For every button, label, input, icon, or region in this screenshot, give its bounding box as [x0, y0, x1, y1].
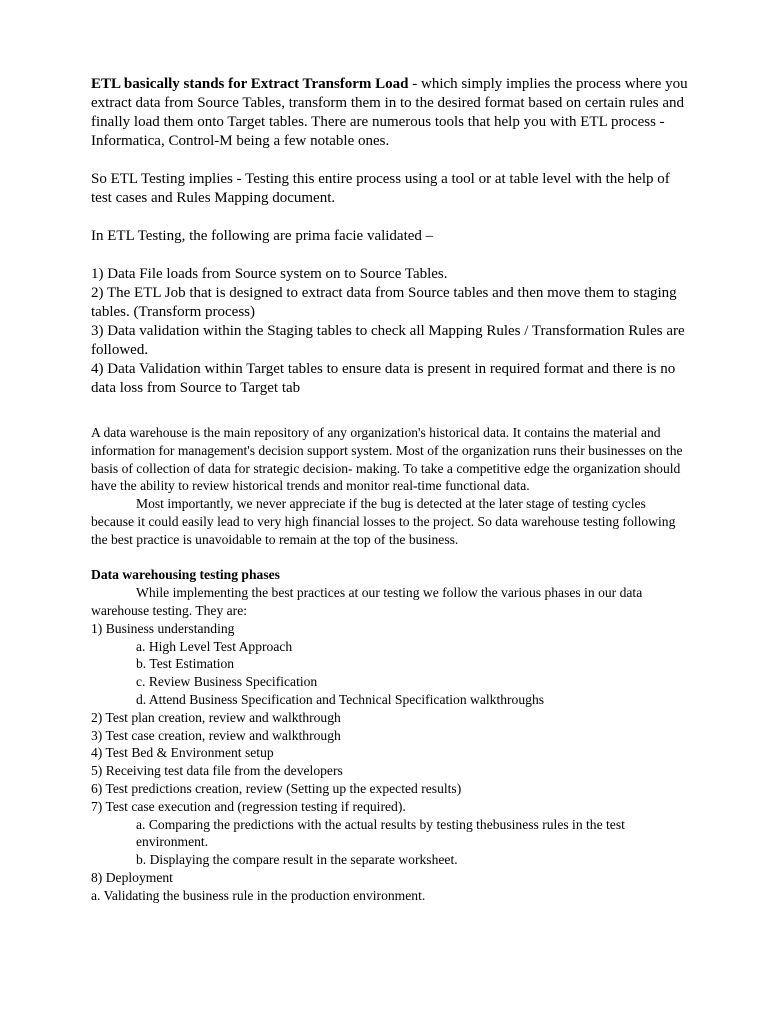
phase-step: 6) Test predictions creation, review (Setting up the expected results) [91, 780, 462, 796]
phase-substep: b. Displaying the compare result in the separate worksheet. [136, 852, 458, 868]
data-warehouse-section [91, 424, 691, 905]
phase-step: 7) Test case execution and (regression testing if required). [91, 798, 406, 814]
etl-validated-intro: In ETL Testing, the following are prima facie validated – [91, 228, 434, 244]
phase-step: 5) Receiving test data file from the developers [91, 763, 343, 779]
phase-step: 2) Test plan creation, review and walkthrough [91, 709, 341, 725]
warehouse-definition-paragraph: A data warehouse is the main repository of any organization's historical data. It contains the material and information for management's decision support system. Most of the organization runs their businesses on the basis of collection of data for strategic decision- making. To take a competitive edge the organization should have the ability to review historical trends and monitor real-time functional data. [91, 425, 683, 494]
etl-validation-item: 2) The ETL Job that is designed to extract data from Source tables and then move them to staging tables. (Transform process) [91, 285, 677, 320]
testing-phases-heading: Data warehousing testing phases [91, 567, 280, 583]
testing-phases-intro: While implementing the best practices at our testing we follow the various phases in our data warehouse testing. They are: [91, 585, 643, 618]
etl-validation-item: 1) Data File loads from Source system on to Source Tables. [91, 266, 448, 282]
etl-testing-paragraph: So ETL Testing implies - Testing this entire process using a tool or at table level with the help of test cases and Rules Mapping document. [91, 171, 670, 206]
phase-substep: b. Test Estimation [136, 656, 235, 672]
phase-substep: a. Validating the business rule in the production environment. [91, 887, 426, 903]
phase-substep: a. High Level Test Approach [136, 638, 293, 654]
etl-validation-item: 3) Data validation within the Staging tables to check all Mapping Rules / Transformation Rules are followed. [91, 323, 685, 358]
etl-definition-text: - which simply implies the process where you extract data from Source Tables, transform them in to the desired format based on certain rules and finally load them onto Target tables. There are numerous tools that help you with ETL process - Informatica, Control-M being a few notable ones. [91, 76, 688, 149]
phase-step: 8) Deployment [91, 869, 173, 885]
etl-validation-item: 4) Data Validation within Target tables to ensure data is present in required format and there is no data loss from Source to Target tab [91, 361, 676, 396]
phase-substep: a. Comparing the predictions with the actual results by testing thebusiness rules in the test environment. [136, 816, 625, 850]
phase-substep: c. Review Business Specification [136, 674, 318, 690]
etl-definition-lead: ETL basically stands for Extract Transform Load [91, 76, 409, 92]
phase-step: 4) Test Bed & Environment setup [91, 745, 274, 761]
etl-definition-paragraph [91, 75, 691, 151]
phase-substep: d. Attend Business Specification and Technical Specification walkthroughs [136, 691, 545, 707]
warehouse-importance-paragraph: Most importantly, we never appreciate if the bug is detected at the later stage of testing cycles because it could easily lead to very high financial losses to the project. So data warehouse testing following the best practice is unavoidable to remain at the top of the business. [91, 496, 676, 547]
etl-intro-section [91, 75, 691, 398]
phase-step: 1) Business understanding [91, 620, 235, 636]
phase-step: 3) Test case creation, review and walkthrough [91, 727, 341, 743]
